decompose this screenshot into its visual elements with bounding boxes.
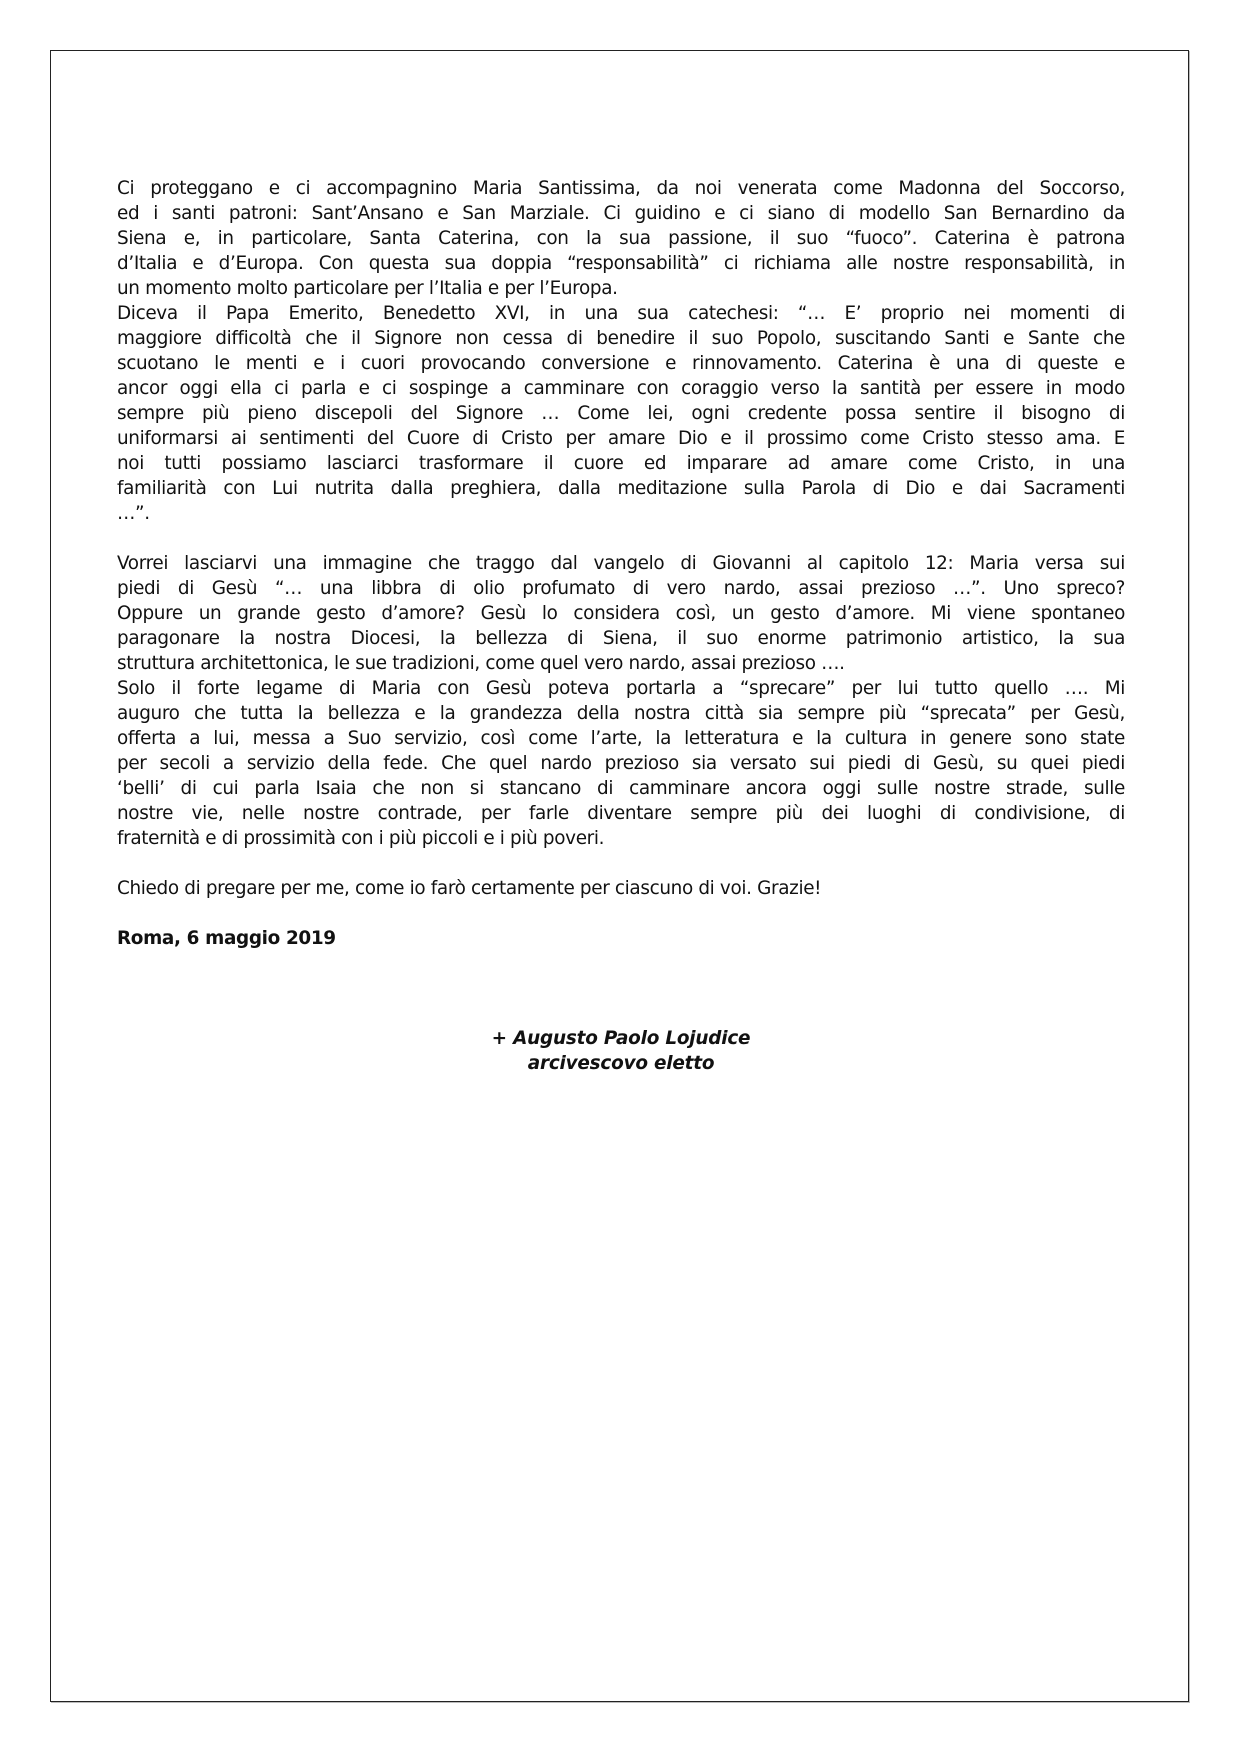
text-line: Ci proteggano e ci accompagnino Maria Santissima, da noi venerata come Madonna del Soccorso, xyxy=(117,178,1125,199)
text-line: maggiore difficoltà che il Signore non cessa di benedire il suo Popolo, suscitando Santi e Sante che xyxy=(117,328,1125,349)
text-line: auguro che tutta la bellezza e la grandezza della nostra città sia sempre più “sprecata” per Gesù, xyxy=(117,703,1125,724)
signature-block xyxy=(117,1026,1125,1076)
text-line: d’Italia e d’Europa. Con questa sua doppia “responsabilità” ci richiama alle nostre responsabilità, in xyxy=(117,253,1125,274)
signature-title: arcivescovo eletto xyxy=(527,1053,715,1074)
text-line: scuotano le menti e i cuori provocando conversione e rinnovamento. Caterina è una di queste e xyxy=(117,353,1125,374)
text-line: ‘belli’ di cui parla Isaia che non si stancano di camminare ancora oggi sulle nostre strade, sulle xyxy=(117,778,1125,799)
text-line: …”. xyxy=(117,503,150,524)
text-line: ed i santi patroni: Sant’Ansano e San Marziale. Ci guidino e ci siano di modello San Bernardino da xyxy=(117,203,1125,224)
text-line: Solo il forte legame di Maria con Gesù poteva portarla a “sprecare” per lui tutto quello …. Mi xyxy=(117,678,1125,699)
paragraph-patrons xyxy=(117,176,1125,301)
text-line: struttura architettonica, le sue tradizioni, come quel vero nardo, assai prezioso …. xyxy=(117,653,845,674)
paragraph-spacer xyxy=(117,901,1125,926)
text-line: per secoli a servizio della fede. Che quel nardo prezioso sia versato sui piedi di Gesù, su quei piedi xyxy=(117,753,1125,774)
text-line: fraternità e di prossimità con i più piccoli e i più poveri. xyxy=(117,828,605,849)
paragraph-benedict-quote xyxy=(117,301,1125,526)
text-line: Vorrei lasciarvi una immagine che traggo dal vangelo di Giovanni al capitolo 12: Maria versa sui xyxy=(117,553,1125,574)
paragraph-closing-request xyxy=(117,876,1125,901)
text-line: Oppure un grande gesto d’amore? Gesù lo considera così, un gesto d’amore. Mi viene spontaneo xyxy=(117,603,1125,624)
text-line: sempre più pieno discepoli del Signore … Come lei, ogni credente possa sentire il bisogno di xyxy=(117,403,1125,424)
text-line: Chiedo di pregare per me, come io farò certamente per ciascuno di voi. Grazie! xyxy=(117,878,822,899)
paragraph-spacer xyxy=(117,526,1125,551)
text-line: uniformarsi ai sentimenti del Cuore di Cristo per amare Dio e il prossimo come Cristo stesso ama. E xyxy=(117,428,1125,449)
paragraph-wasted-for-jesus xyxy=(117,676,1125,851)
text-line: nostre vie, nelle nostre contrade, per farle diventare sempre più dei luoghi di condivisione, di xyxy=(117,803,1125,824)
text-line: offerta a lui, messa a Suo servizio, così come l’arte, la letteratura e la cultura in genere sono state xyxy=(117,728,1125,749)
text-line: noi tutti possiamo lasciarci trasformare il cuore ed imparare ad amare come Cristo, in una xyxy=(117,453,1125,474)
text-line: piedi di Gesù “… una libbra di olio profumato di vero nardo, assai prezioso …”. Uno spreco? xyxy=(117,578,1125,599)
signature-name: + Augusto Paolo Lojudice xyxy=(491,1028,751,1049)
text-line: ancor oggi ella ci parla e ci sospinge a camminare con coraggio verso la santità per essere in modo xyxy=(117,378,1125,399)
paragraph-nard-image xyxy=(117,551,1125,676)
text-line: un momento molto particolare per l’Italia e per l’Europa. xyxy=(117,278,618,299)
text-line: Diceva il Papa Emerito, Benedetto XVI, in una sua catechesi: “… E’ proprio nei momenti di xyxy=(117,303,1125,324)
text-line: Siena e, in particolare, Santa Caterina, con la sua passione, il suo “fuoco”. Caterina è patrona xyxy=(117,228,1125,249)
text-line: paragonare la nostra Diocesi, la bellezza di Siena, il suo enorme patrimonio artistico, la sua xyxy=(117,628,1125,649)
paragraph-spacer xyxy=(117,851,1125,876)
text-line: familiarità con Lui nutrita dalla preghiera, dalla meditazione sulla Parola di Dio e dai Sacramenti xyxy=(117,478,1125,499)
date-line: Roma, 6 maggio 2019 xyxy=(117,928,336,949)
letter-body xyxy=(117,176,1125,951)
